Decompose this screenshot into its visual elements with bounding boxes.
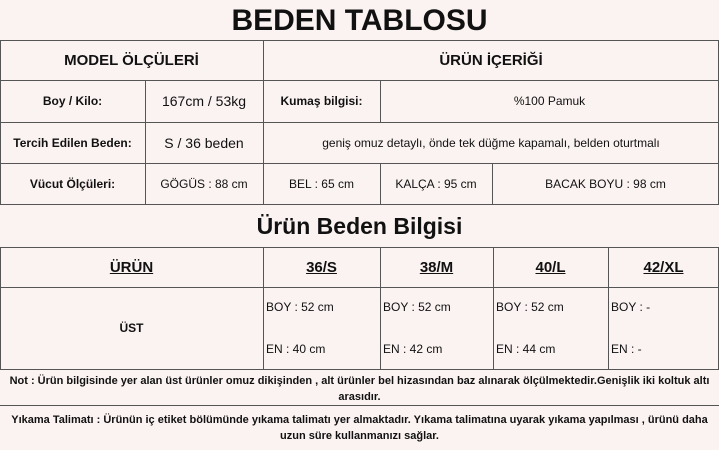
col-size-40l: 40/L xyxy=(535,258,566,276)
width-40l: EN : 44 cm xyxy=(496,342,556,356)
wash-instructions: Yıkama Talimatı : Ürünün iç etiket bölümünde yıkama talimatı yer almaktadır. Yıkama talimatına uyarak yıkama yapılması , ürünü daha uzun süre kullanmanızı sağlar. xyxy=(11,414,708,442)
product-description: geniş omuz detaylı, önde tek düğme kapamalı, belden oturtmalı xyxy=(322,135,660,150)
divider xyxy=(0,369,719,370)
height-weight-label: Boy / Kilo: xyxy=(42,94,103,108)
length-38m: BOY : 52 cm xyxy=(383,300,451,314)
length-40l: BOY : 52 cm xyxy=(496,300,564,314)
width-42xl: EN : - xyxy=(611,342,642,356)
preferred-size-value: S / 36 beden xyxy=(164,134,244,151)
divider xyxy=(0,405,719,406)
divider xyxy=(0,204,719,205)
waist-measurement: BEL : 65 cm xyxy=(289,176,354,191)
leg-length-measurement: BACAK BOYU : 98 cm xyxy=(545,176,666,191)
measurement-note: Not : Ürün bilgisinde yer alan üst ürünler omuz dikişinden , alt ürünler bel hizasından baz alınarak ölçülmektedir.Genişlik iki koltuk altı arasıdır. xyxy=(9,375,710,403)
height-weight-value: 167cm / 53kg xyxy=(161,93,247,109)
fabric-label: Kumaş bilgisi: xyxy=(280,94,363,108)
product-heading: ÜRÜN İÇERİĞİ xyxy=(439,51,543,69)
page-title: BEDEN TABLOSU xyxy=(231,4,488,37)
length-36s: BOY : 52 cm xyxy=(266,300,334,314)
chest-measurement: GÖGÜS : 88 cm xyxy=(160,176,248,191)
width-38m: EN : 42 cm xyxy=(383,342,443,356)
col-size-38m: 38/M xyxy=(419,258,454,276)
size-info-heading: Ürün Beden Bilgisi xyxy=(256,213,463,239)
length-42xl: BOY : - xyxy=(611,300,651,314)
hip-measurement: KALÇA : 95 cm xyxy=(395,176,477,191)
row-upper: ÜST xyxy=(119,321,144,335)
body-measurements-label: Vücut Ölçüleri: xyxy=(29,176,116,191)
width-36s: EN : 40 cm xyxy=(266,342,326,356)
fabric-value: %100 Pamuk xyxy=(513,94,586,108)
col-size-36s: 36/S xyxy=(306,258,337,276)
col-size-42xl: 42/XL xyxy=(643,258,684,276)
model-heading: MODEL ÖLÇÜLERİ xyxy=(64,51,199,69)
col-product: ÜRÜN xyxy=(109,258,154,276)
preferred-size-label: Tercih Edilen Beden: xyxy=(13,135,132,150)
